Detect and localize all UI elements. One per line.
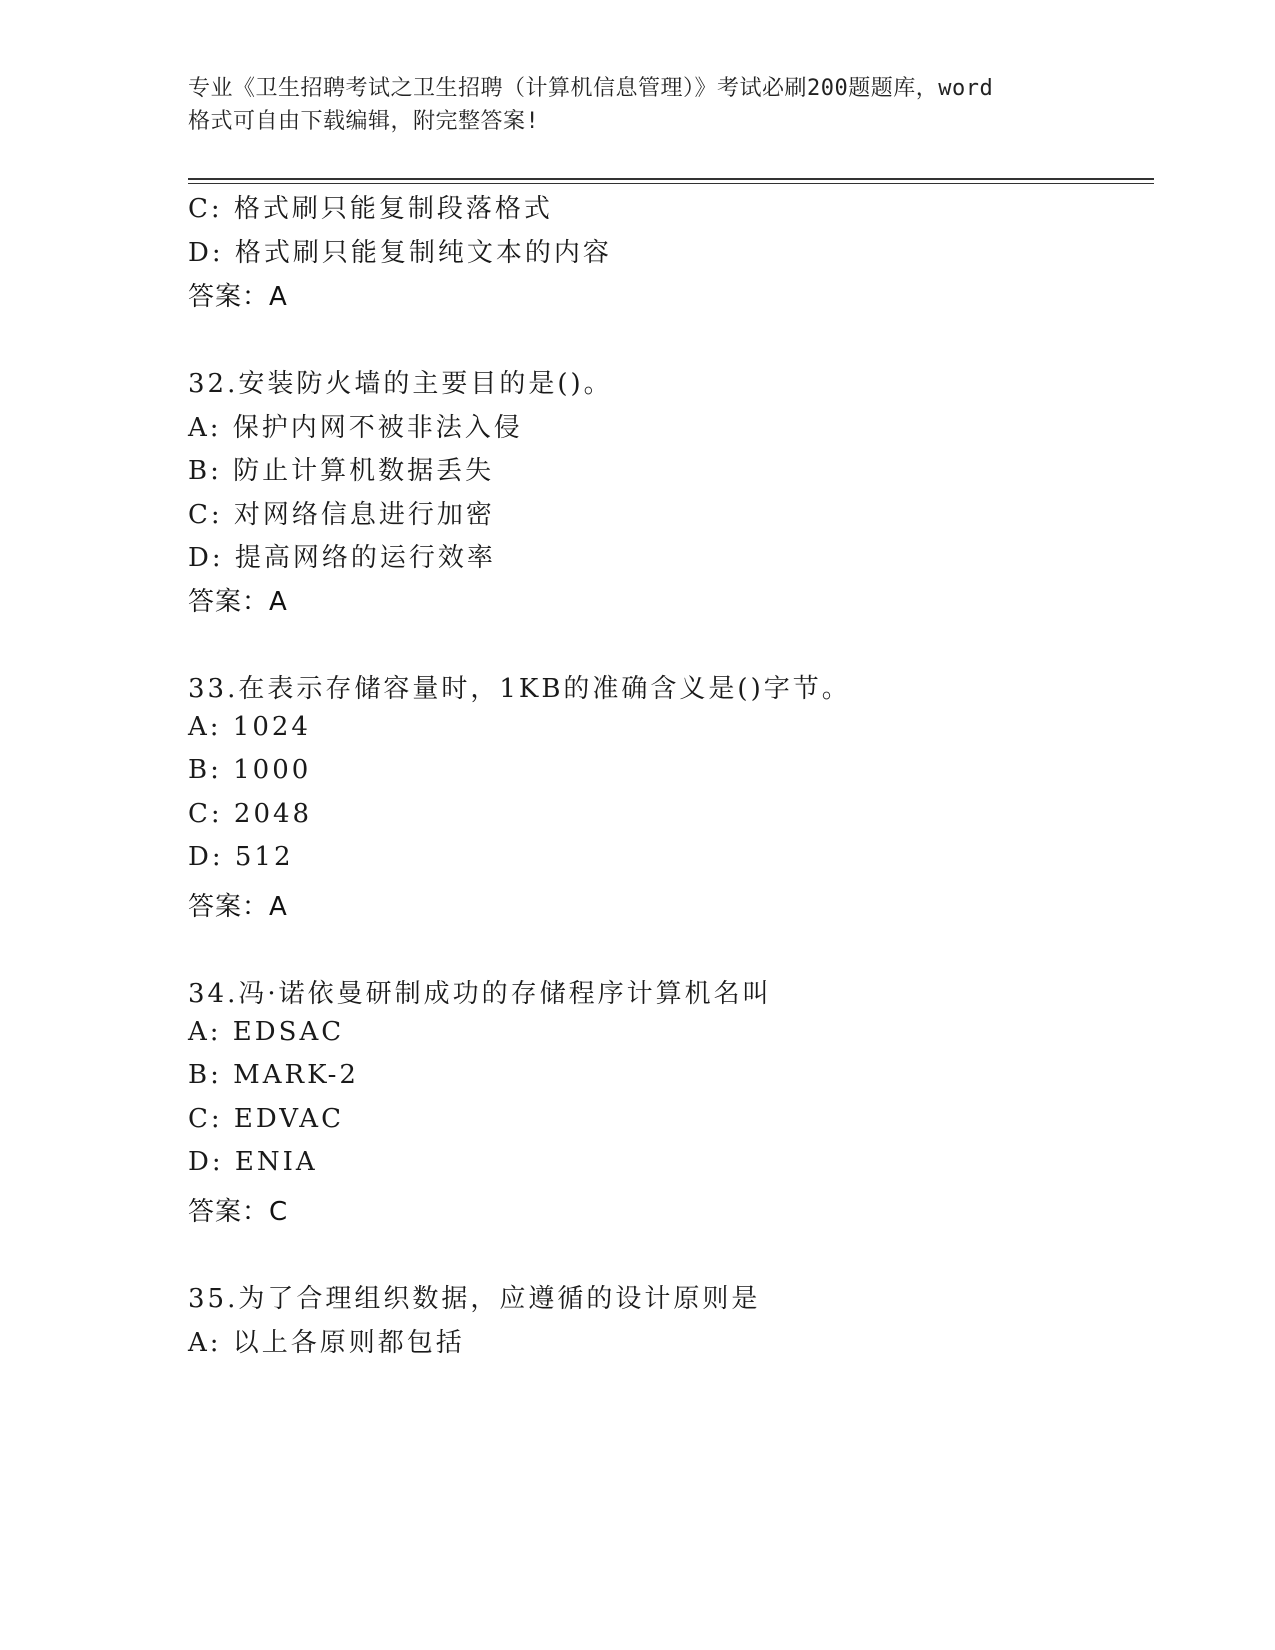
q33-option-b: B: 1000 [188, 755, 312, 785]
q34-option-d: D: ENIA [188, 1147, 318, 1177]
header-line-2: 格式可自由下载编辑，附完整答案! [188, 109, 540, 134]
q33-option-a: A: 1024 [188, 712, 311, 742]
q31-option-d: D: 格式刷只能复制纯文本的内容 [188, 238, 612, 268]
q32-stem: 32.安装防火墙的主要目的是()。 [188, 369, 613, 399]
q32-option-b: B: 防止计算机数据丢失 [188, 456, 495, 486]
q32-option-d: D: 提高网络的运行效率 [188, 543, 496, 573]
q31-answer: 答案：A [188, 282, 288, 312]
q35-stem: 35.为了合理组织数据，应遵循的设计原则是 [188, 1284, 761, 1314]
q34-answer: 答案：C [188, 1197, 289, 1227]
q34-option-b: B: MARK-2 [188, 1060, 359, 1090]
q33-stem: 33.在表示存储容量时，1KB的准确含义是()字节。 [188, 674, 851, 704]
header-divider-thick [188, 178, 1154, 180]
q34-stem: 34.冯·诺依曼研制成功的存储程序计算机名叫 [188, 979, 772, 1009]
q33-answer: 答案：A [188, 892, 288, 922]
q34-option-c: C: EDVAC [188, 1104, 344, 1134]
q35-option-a: A: 以上各原则都包括 [188, 1328, 465, 1358]
q31-option-c: C: 格式刷只能复制段落格式 [188, 194, 553, 224]
q33-option-c: C: 2048 [188, 799, 313, 829]
header-divider-thin [188, 183, 1154, 184]
document-header [188, 72, 1088, 138]
q34-option-a: A: EDSAC [188, 1017, 345, 1047]
header-line-1: 专业《卫生招聘考试之卫生招聘（计算机信息管理）》考试必刷200题题库，word [188, 76, 994, 101]
q33-option-d: D: 512 [188, 842, 294, 872]
q32-option-c: C: 对网络信息进行加密 [188, 500, 495, 530]
q32-option-a: A: 保护内网不被非法入侵 [188, 413, 523, 443]
q32-answer: 答案：A [188, 587, 288, 617]
